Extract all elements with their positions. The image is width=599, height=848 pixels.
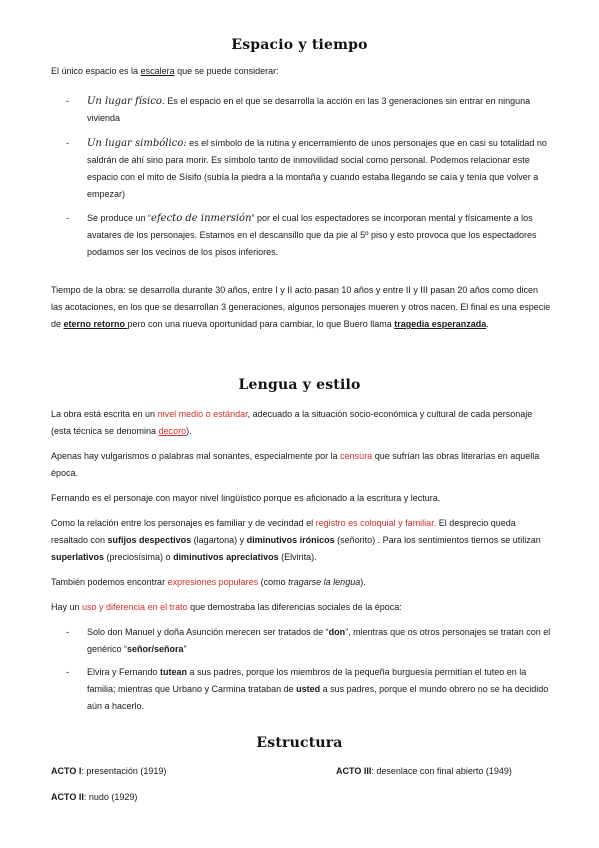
bullet-dash: - — [66, 138, 69, 148]
section-title-lengua: Lengua y estilo — [238, 377, 361, 393]
term-escalera: escalera — [140, 66, 175, 76]
term-efecto-inmersion: efecto de inmersión — [151, 213, 252, 224]
lengua-p4: Como la relación entre los personajes es familiar y de vecindad el registro es coloquial y familiar. El desprecio queda resaltado con sufijos despectivos (lagartona) y diminutivos irónicos (señorito) . Para los sentimientos tiernos se utilizan superlativos (preciosísima) o diminutivos apreciativos (Elvirita). — [51, 518, 541, 562]
lengua-p5: También podemos encontrar expresiones populares (como tragarse la lengua). — [51, 577, 366, 587]
section-title-espacio: Espacio y tiempo — [231, 37, 368, 53]
acto-ii: ACTO II: nudo (1929) — [51, 792, 138, 802]
term-censura: censura — [340, 451, 373, 461]
term-lugar-fisico: Un lugar físico. — [87, 96, 165, 107]
acto-i: ACTO I: presentación (1919) — [51, 766, 167, 776]
term-registro-coloquial: registro es coloquial y familiar. — [315, 518, 437, 528]
term-expresiones-populares: expresiones populares — [167, 577, 259, 587]
lengua-p6: Hay un uso y diferencia en el trato que demostraba las diferencias sociales de la época: — [51, 602, 402, 612]
tiempo-paragraph: Tiempo de la obra: se desarrolla durante 30 años, entre I y II acto pasan 10 años y entre II y III pasan 20 años como dicen las acotaciones, en los que se desarrollan 3 generaciones, algunos personajes mueren y otros nacen. El final es una especie de eterno retorno pero con una nueva oportunidad para cambiar, lo que Buero llama tragedia esperanzada. — [51, 285, 551, 329]
bullet-dash: - — [66, 627, 69, 637]
bullet-dash: - — [66, 213, 69, 223]
espacio-intro: El único espacio es la escalera que se puede considerar: — [51, 66, 279, 76]
acto-iii: ACTO III: desenlace con final abierto (1949) — [336, 766, 512, 776]
lengua-p2: Apenas hay vulgarismos o palabras mal sonantes, especialmente por la censura que sufrían las obras literarias en aquella época. — [51, 451, 540, 478]
document-page: Espacio y tiempo El único espacio es la escalera que se puede considerar: - Un lugar físico. Es el espacio en el que se desarrolla la acción en las 3 generaciones sin entrar en ninguna vivienda - Un lugar simbólico: es el símbolo de la rutina y encerramiento de unos personajes que en casi su totalidad no saldrán de ahí sino para morir. Es símbolo tanto de inmovilidad social como personal. Podemos relacionar este espacio con el mito de Sísifo (subía la piedra a la montaña y cuando estaba llegando se caía y tenía que volver a empezar) - Se produce un “efecto de inmersión” por el cual los espectadores se incorporan mental y físicamente a los avatares de los personajes. Estamos en el descansillo que da pie al 5º piso y esto provoca que los espectadores podamos ser los vecinos de los pisos inferiores. Tiempo de la obra: se desarrolla durante 30 años, entre I y II acto pasan 10 años y entre II y III pasan 20 años como dicen las acotaciones, en los que se desarrollan 3 generaciones, algunos personajes mueren y otros nacen. El final es una especie de eterno retorno pero con una nueva oportunidad para cambiar, lo que Buero llama tragedia esperanzada. Lengua y estilo La obra está escrita en un nivel medio o estándar, adecuado a la situación socio-económica y cultural de cada personaje (esta técnica se denomina decoro). Apenas hay vulgarismos o palabras mal sonantes, especialmente por la censura que sufrían las obras literarias en aquella época. Fernando es el personaje con mayor nivel lingüístico porque es aficionado a la escritura y lectura. Como la relación entre los personajes es familiar y de vecindad el registro es coloquial y familiar. El desprecio queda resaltado con sufijos despectivos (lagartona) y diminutivos irónicos (señorito) . Para los sentimientos tiernos se utilizan superlativos (preciosísima) o diminutivos apreciativos (Elvirita). También podemos encontrar expresiones populares (como tragarse la lengua). Hay un uso y diferencia en el trato que demostraba las diferencias sociales de la época: - Solo don Manuel y doña Asunción merecen ser tratados de “don”, mientras que os otros personajes se tratan con el genérico “señor/señora” - Elvira y Fernando tutean a sus padres, porque los miembros de la pequeña burguesía permitían el tuteo en la familia; mientras que Urbano y Carmina trataban de usted a sus padres, porque el mundo obrero no se ha decidido aún a hacerlo. Estructura ACTO I: presentación (1919) ACTO III: desenlace con final abierto (1949) ACTO II: nudo (1929) — [0, 0, 599, 848]
term-nivel-medio: nivel medio o estándar — [157, 409, 248, 419]
section-title-estructura: Estructura — [256, 735, 343, 751]
bullet-dash: - — [66, 96, 69, 106]
lengua-p1: La obra está escrita en un nivel medio o estándar, adecuado a la situación socio-económica y cultural de cada personaje (esta técnica se denomina decoro). — [51, 409, 533, 436]
term-tragedia-esperanzada: tragedia esperanzada — [394, 319, 487, 329]
term-eterno-retorno: eterno retorno — [63, 319, 128, 329]
term-decoro: decoro — [158, 426, 187, 436]
term-lugar-simbolico: Un lugar simbólico: — [87, 138, 187, 149]
term-uso-trato: uso y diferencia en el trato — [82, 602, 188, 612]
bullet-dash: - — [66, 667, 69, 677]
lengua-p3: Fernando es el personaje con mayor nivel lingüístico porque es aficionado a la escritura y lectura. — [51, 493, 441, 503]
